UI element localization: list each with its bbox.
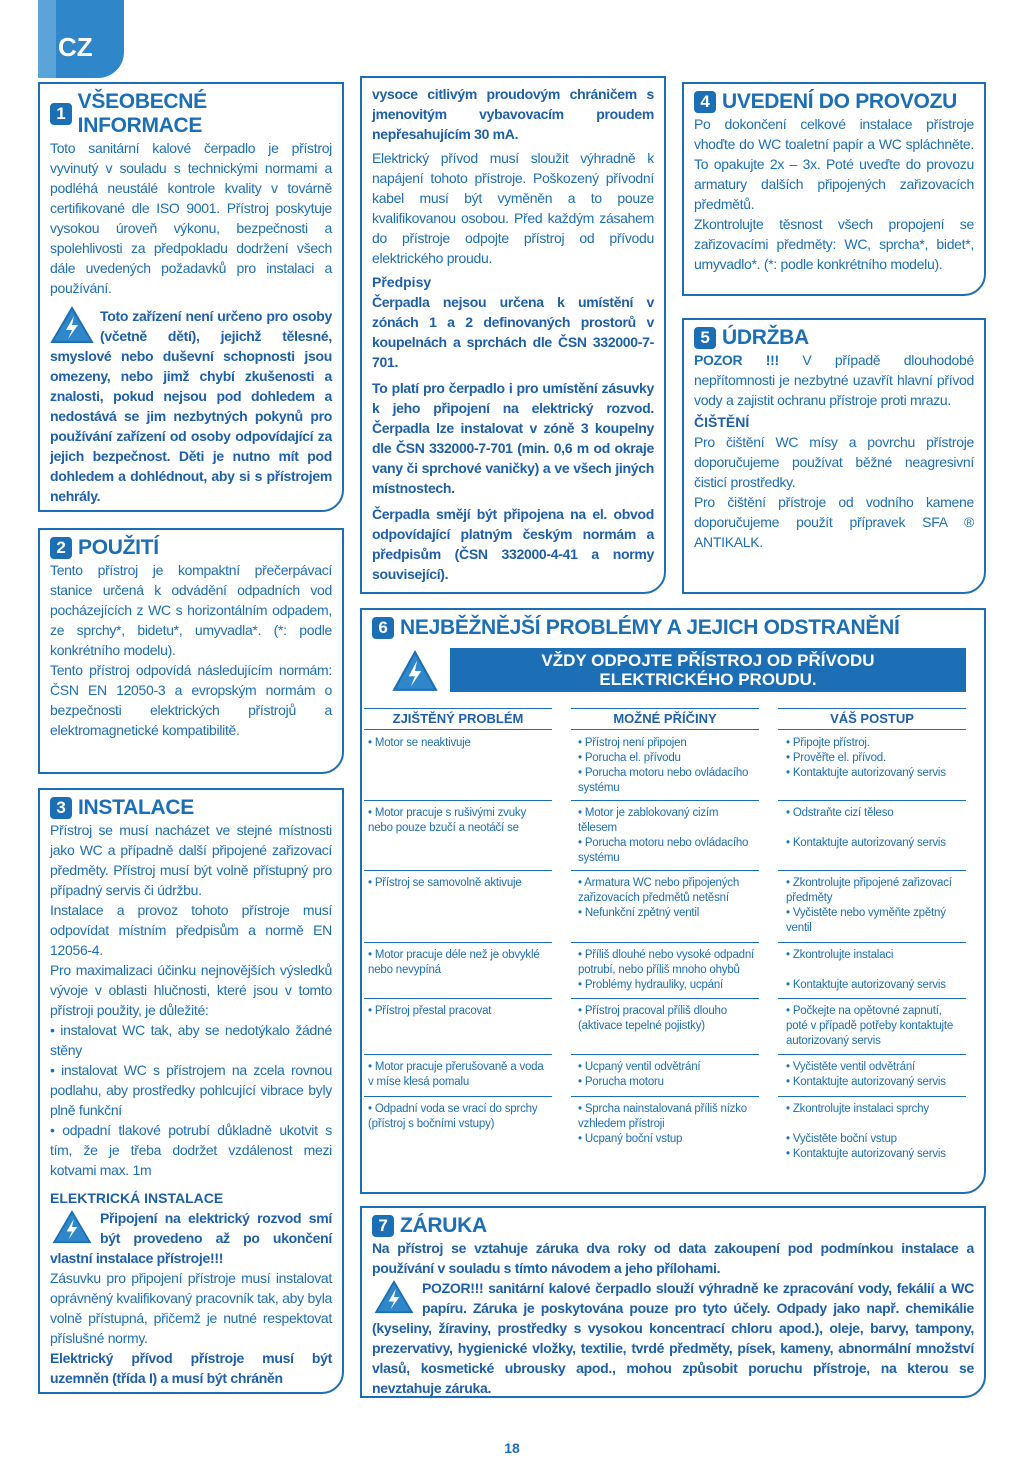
column-header: ZJIŠTĚNÝ PROBLÉM — [364, 708, 552, 730]
cell-action: • Zkontrolujte instalaci • Kontaktujte autorizovaný servis — [786, 949, 946, 991]
paragraph: Zásuvku pro připojení přístroje musí instalovat oprávněný kvalifikovaný pracovník tak, aby byla volně přístupná, přičemž je nutné respektovat příslušné normy. — [50, 1270, 332, 1346]
row-divider — [778, 1054, 966, 1055]
row-divider — [778, 870, 966, 871]
paragraph: Tento přístroj odpovídá následujícím normám: ČSN EN 12050-3 a evropským normám o bezpečnosti elektrických přístrojů a elektromagnetické kompatibilitě. — [50, 662, 332, 738]
section-heading: 2 POUŽITÍ — [50, 536, 332, 560]
section-installation-continued — [360, 76, 666, 594]
section-heading: 3 INSTALACE — [50, 796, 332, 820]
paragraph: Instalace a provoz tohoto přístroje musí odpovídat místním předpisům a normě EN 12056-4. — [50, 902, 332, 958]
section-heading: 7 ZÁRUKA — [372, 1214, 974, 1238]
warning-text: Toto zařízení není určeno pro osoby (včetně dětí), jejichž tělesné, smyslové nebo duševní schopnosti jsou omezeny, nebo jimž chybí zkušenosti a znalosti, pokud nejsou pod dohledem a nedostává se jim nezbytných pokynů pro používání zařízení od osoby odpovídající za jejich bezpečnost. Děti je nutno mít pod dohledem a dohlédnout, aby si s přístrojem nehrály. — [50, 308, 332, 504]
column-actions — [778, 708, 966, 730]
cell-cause: • Přístroj není připojen • Porucha el. přívodu • Porucha motoru nebo ovládacího systému — [578, 737, 749, 794]
subheading: ČIŠTĚNÍ — [694, 414, 750, 430]
paragraph: Tento přístroj je kompaktní přečerpávací stanice určená k odvádění odpadních vod pocházejících z WC s horizontálním odpadem, ze sprchy*, bidetu*, umyvadla*. (*: podle konkrétního modelu). — [50, 562, 332, 658]
electric-warning-icon — [50, 1210, 94, 1244]
column-causes — [571, 708, 759, 730]
paragraph: vysoce citlivým proudovým chráničem s jmenovitým vybavovacím proudem nepřesahujícím 30 mA. — [372, 86, 654, 142]
cell-cause: • Ucpaný ventil odvětrání • Porucha motoru — [578, 1061, 701, 1088]
cell-cause: • Sprcha nainstalovaná příliš nízko vzhledem přístroji • Ucpaný boční vstup — [578, 1103, 747, 1145]
cell-action: • Vyčistěte ventil odvětrání • Kontaktujte autorizovaný servis — [786, 1061, 946, 1088]
row-divider — [571, 1054, 759, 1055]
row-divider — [571, 942, 759, 943]
cell-problem: • Motor se neaktivuje — [368, 737, 471, 749]
disconnect-banner — [450, 648, 966, 692]
row-divider — [364, 942, 552, 943]
section-maintenance — [682, 318, 986, 594]
attention-text: V případě dlouhodobé nepřítomnosti je nezbytné uzavřít hlavní přívod vody a zajistit ochranu přístroje proti mrazu. — [694, 352, 974, 408]
language-tab: CZ — [38, 0, 124, 78]
attention-label: POZOR !!! — [694, 352, 779, 368]
paragraph: Pro čištění WC mísy a povrchu přístroje doporučujeme používat běžné neagresivní čisticí prostředky. — [694, 434, 974, 490]
row-divider — [364, 1096, 552, 1097]
electric-warning-icon — [372, 1280, 416, 1314]
paragraph: Toto sanitární kalové čerpadlo je přístroj vyvinutý v souladu s technickými normami a podléhá neustálé kontrole kvality v továrně certifikované dle ISO 9001. Přístroj poskytuje vysokou úroveň výkonu, bezpečnosti a spolehlivosti za předpokladu dodržení všech dále uvedených požadavků pro instalaci a používání. — [50, 140, 332, 296]
electric-warning-icon — [50, 306, 94, 344]
subheading: Předpisy — [372, 274, 432, 290]
paragraph: Čerpadla smějí být připojena na el. obvod odpovídající platným českým normám a předpisům (ČSN 332000-4-41 a normy související). — [372, 506, 654, 582]
row-divider — [778, 998, 966, 999]
row-divider — [364, 800, 552, 801]
bullet: • odpadní tlakové potrubí důkladně ukotvit s tím, že je třeba dodržet vzdálenost mezi kotvami max. 1m — [50, 1122, 332, 1178]
page-number: 18 — [504, 1440, 520, 1456]
paragraph: Elektrický přívod přístroje musí být uzemněn (třída I) a musí být chráněn — [50, 1350, 332, 1386]
paragraph: Čerpadla nejsou určena k umístění v zónách 1 a 2 definovaných prostorů v koupelnách a sprchách dle ČSN 332000-7-701. — [372, 294, 654, 370]
section-heading: 4 UVEDENÍ DO PROVOZU — [694, 90, 974, 114]
paragraph — [694, 350, 974, 410]
section-installation — [38, 788, 344, 1394]
section-warranty — [360, 1206, 986, 1398]
cell-problem: • Odpadní voda se vrací do sprchy (přístroj s bočními vstupy) — [368, 1103, 538, 1130]
paragraph: Po dokončení celkové instalace přístroje vhoďte do WC toaletní papír a WC spláchněte. To opakujte 2x – 3x. Poté uveďte do provozu armatury dalších připojených zařizovacích předmětů. — [694, 116, 974, 212]
cell-action: • Zkontrolujte připojené zařizovací předměty • Vyčistěte nebo vyměňte zpětný ventil — [786, 877, 952, 934]
row-divider — [778, 1096, 966, 1097]
section-heading: 1 VŠEOBECNÉ INFORMACE — [50, 90, 332, 138]
row-divider — [778, 942, 966, 943]
warning-block — [372, 1278, 974, 1398]
subheading: ELEKTRICKÁ INSTALACE — [50, 1190, 224, 1206]
cell-problem: • Přístroj přestal pracovat — [368, 1005, 492, 1017]
paragraph: Zkontrolujte těsnost všech propojení se zařizovacími předměty: WC, sprcha*, bidet*, umyvadlo*. (*: podle konkrétního modelu). — [694, 216, 974, 272]
cell-cause: • Přístroj pracoval příliš dlouho (aktivace tepelné pojistky) — [578, 1005, 727, 1032]
banner-line: VŽDY ODPOJTE PŘÍSTROJ OD PŘÍVODU — [541, 651, 875, 670]
warning-block — [50, 306, 332, 506]
cell-action: • Počkejte na opětovné zapnutí, poté v případě potřeby kontaktujte autorizovaný servis — [786, 1005, 954, 1047]
warning-text: Připojení na elektrický rozvod smí být provedeno až po ukončení vlastní instalace přístroje!!! — [50, 1210, 332, 1266]
cell-action: • Připojte přístroj. • Prověřte el. přívod. • Kontaktujte autorizovaný servis — [786, 737, 946, 779]
section-heading: 5 ÚDRŽBA — [694, 326, 974, 350]
cell-cause: • Motor je zablokovaný cizím tělesem • Porucha motoru nebo ovládacího systému — [578, 807, 749, 864]
paragraph: Elektrický přívod musí sloužit výhradně k napájení tohoto přístroje. Poškozený přívodní kabel musí být vyměněn a to pouze kvalifikovanou osobou. Před každým zásahem do přístroje odpojte přístroj od přívodu elektrického proudu. — [372, 150, 654, 266]
row-divider — [778, 800, 966, 801]
cell-problem: • Přístroj se samovolně aktivuje — [368, 877, 522, 889]
row-divider — [571, 800, 759, 801]
row-divider — [571, 1096, 759, 1097]
row-divider — [571, 998, 759, 999]
column-header: VÁŠ POSTUP — [778, 708, 966, 730]
column-problem — [364, 708, 552, 730]
column-header: MOŽNÉ PŘÍČINY — [571, 708, 759, 730]
paragraph: Pro čištění přístroje od vodního kamene doporučujeme použít přípravek SFA ® ANTIKALK. — [694, 494, 974, 550]
banner-line: ELEKTRICKÉHO PROUDU. — [599, 670, 817, 689]
paragraph: Přístroj se musí nacházet ve stejné místnosti jako WC a případně další připojené zařizovací předměty. Přístroj musí být volně přístupný pro případný servis či údržbu. — [50, 822, 332, 898]
section-heading: 6 NEJBĚŽNĚJŠÍ PROBLÉMY A JEJICH ODSTRANĚNÍ — [372, 616, 974, 640]
paragraph: To platí pro čerpadlo i pro umístění zásuvky k jeho připojení na elektrický rozvod. Čerpadla lze instalovat v zóně 3 koupelny dle ČSN 332000-7-701 (min. 0,6 m od okraje vany či sprchové vaničky) a ve všech jiných místnostech. — [372, 380, 654, 496]
paragraph: Pro maximalizaci účinku nejnovějších výsledků vývoje v oblasti hlučnosti, které jsou v tomto přístroji použity, je důležité: — [50, 962, 332, 1018]
row-divider — [364, 1054, 552, 1055]
cell-cause: • Příliš dlouhé nebo vysoké odpadní potrubí, nebo příliš mnoho ohybů • Problémy hydrauliky, ucpání — [578, 949, 755, 991]
paragraph: Na přístroj se vztahuje záruka dva roky od data zakoupení pod podmínkou instalace a používání v souladu s tímto návodem a jeho přílohami. — [372, 1240, 974, 1276]
warning-block — [50, 1208, 332, 1268]
section-general-info — [38, 82, 344, 512]
section-commissioning — [682, 82, 986, 296]
electric-warning-icon — [392, 650, 438, 692]
cell-action: • Zkontrolujte instalaci sprchy • Vyčistěte boční vstup • Kontaktujte autorizovaný servis — [786, 1103, 946, 1160]
row-divider — [364, 998, 552, 999]
row-divider — [364, 870, 552, 871]
cell-problem: • Motor pracuje s rušivými zvuky nebo pouze bzučí a neotáčí se — [368, 807, 527, 834]
bullet: • instalovat WC s přístrojem na zcela rovnou podlahu, aby prostředky pohlcující vibrace byly plně funkční — [50, 1062, 332, 1118]
bullet: • instalovat WC tak, aby se nedotýkalo žádné stěny — [50, 1022, 332, 1058]
section-usage — [38, 528, 344, 774]
row-divider — [571, 870, 759, 871]
cell-action: • Odstraňte cizí těleso • Kontaktujte autorizovaný servis — [786, 807, 946, 849]
cell-cause: • Armatura WC nebo připojených zařizovacích předmětů netěsní • Nefunkční zpětný ventil — [578, 877, 740, 919]
warning-text: POZOR!!! sanitární kalové čerpadlo slouží výhradně ke zpracování vody, fekálií a WC papíru. Záruka je poskytována pouze pro tyto účely. Odpady jako např. chemikálie (kyseliny, žíraviny, prostředky s vysokou koncentrací chloru apod.), oleje, barvy, tampony, prezervativy, hygienické vložky, textilie, tvrdé předměty, písek, kameny, abnormální množství vlasů, kosmetické ubrousky apod., mohou způsobit poruchu přístroje, na kterou se nevztahuje záruka. — [372, 1280, 974, 1396]
cell-problem: • Motor pracuje déle než je obvyklé nebo nevypíná — [368, 949, 540, 976]
cell-problem: • Motor pracuje přerušovaně a voda v míse klesá pomalu — [368, 1061, 544, 1088]
